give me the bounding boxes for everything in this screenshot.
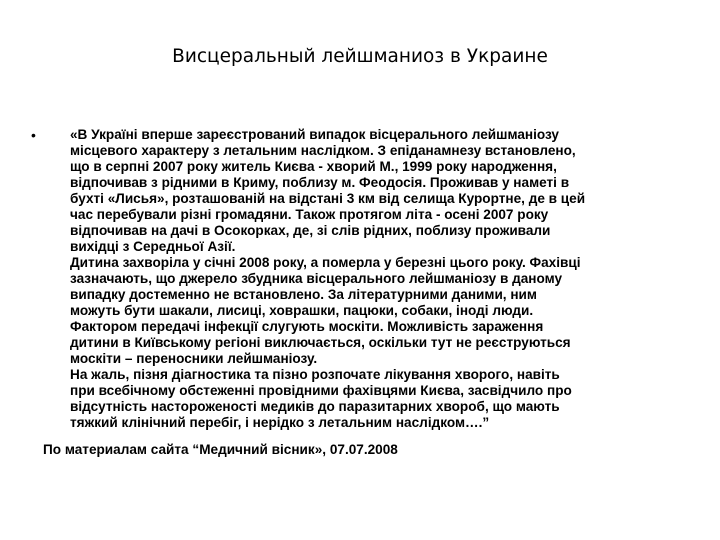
text-line: Фактором передачі інфекції слугують москіти. Можливість зараження [70, 319, 544, 334]
text-line: Дитина захворіла у січні 2008 року, а померла у березні цього року. Фахівці [70, 255, 581, 270]
text-line: зазначають, що джерело збудника вісцерального лейшманіозу в даному [70, 271, 563, 286]
text-line: що в серпні 2007 року житель Києва - хворий М., 1999 року народження, [70, 159, 557, 174]
text-line: На жаль, пізня діагностика та пізно розпочате лікування хворого, навіть [70, 367, 560, 382]
source-citation: По материалам сайта “Медичний вісник», 07.07.2008 [43, 442, 398, 457]
text-line: відпочивав на дачі в Осокорках, де, зі слів рідних, поблизу проживали [70, 223, 551, 238]
text-line: при всебічному обстеженні провідними фахівцями Києва, засвідчило про [70, 383, 572, 398]
text-line: дитини в Київському регіоні виключається, оскільки тут не реєструються [70, 335, 571, 350]
quote-body [70, 127, 702, 431]
text-line: тяжкий клінічний перебіг, і нерідко з летальним наслідком….” [70, 415, 490, 430]
text-line: бухті «Лисья», розташованій на відстані 3 км від селища Курортне, де в цей [70, 191, 586, 206]
quote-paragraph [70, 255, 702, 367]
quote-paragraph [70, 127, 702, 255]
slide-title: Висцеральный лейшманиоз в Украине [172, 46, 548, 67]
text-line: вихідці з Середньої Азії. [70, 239, 236, 254]
text-line: відпочивав з рідними в Криму, поблизу м. Феодосія. Проживав у наметі в [70, 175, 570, 190]
text-line: місцевого характеру з летальним наслідком. З епіданамнезу встановлено, [70, 143, 576, 158]
text-line: випадку достеменно не встановлено. За літературними даними, ним [70, 287, 537, 302]
text-line: час перебували різні громадяни. Також протягом літа - осені 2007 року [70, 207, 549, 222]
text-line: можуть бути шакали, лисиці, ховрашки, пацюки, собаки, іноді люди. [70, 303, 534, 318]
text-line: москіти – переносники лейшманіозу. [70, 351, 318, 366]
bullet-marker: • [31, 127, 36, 143]
text-line: «В Україні вперше зареєстрований випадок вісцерального лейшманіозу [70, 127, 559, 142]
text-line: відсутність настороженості медиків до паразитарних хвороб, що мають [70, 399, 560, 414]
quote-paragraph [70, 367, 702, 431]
